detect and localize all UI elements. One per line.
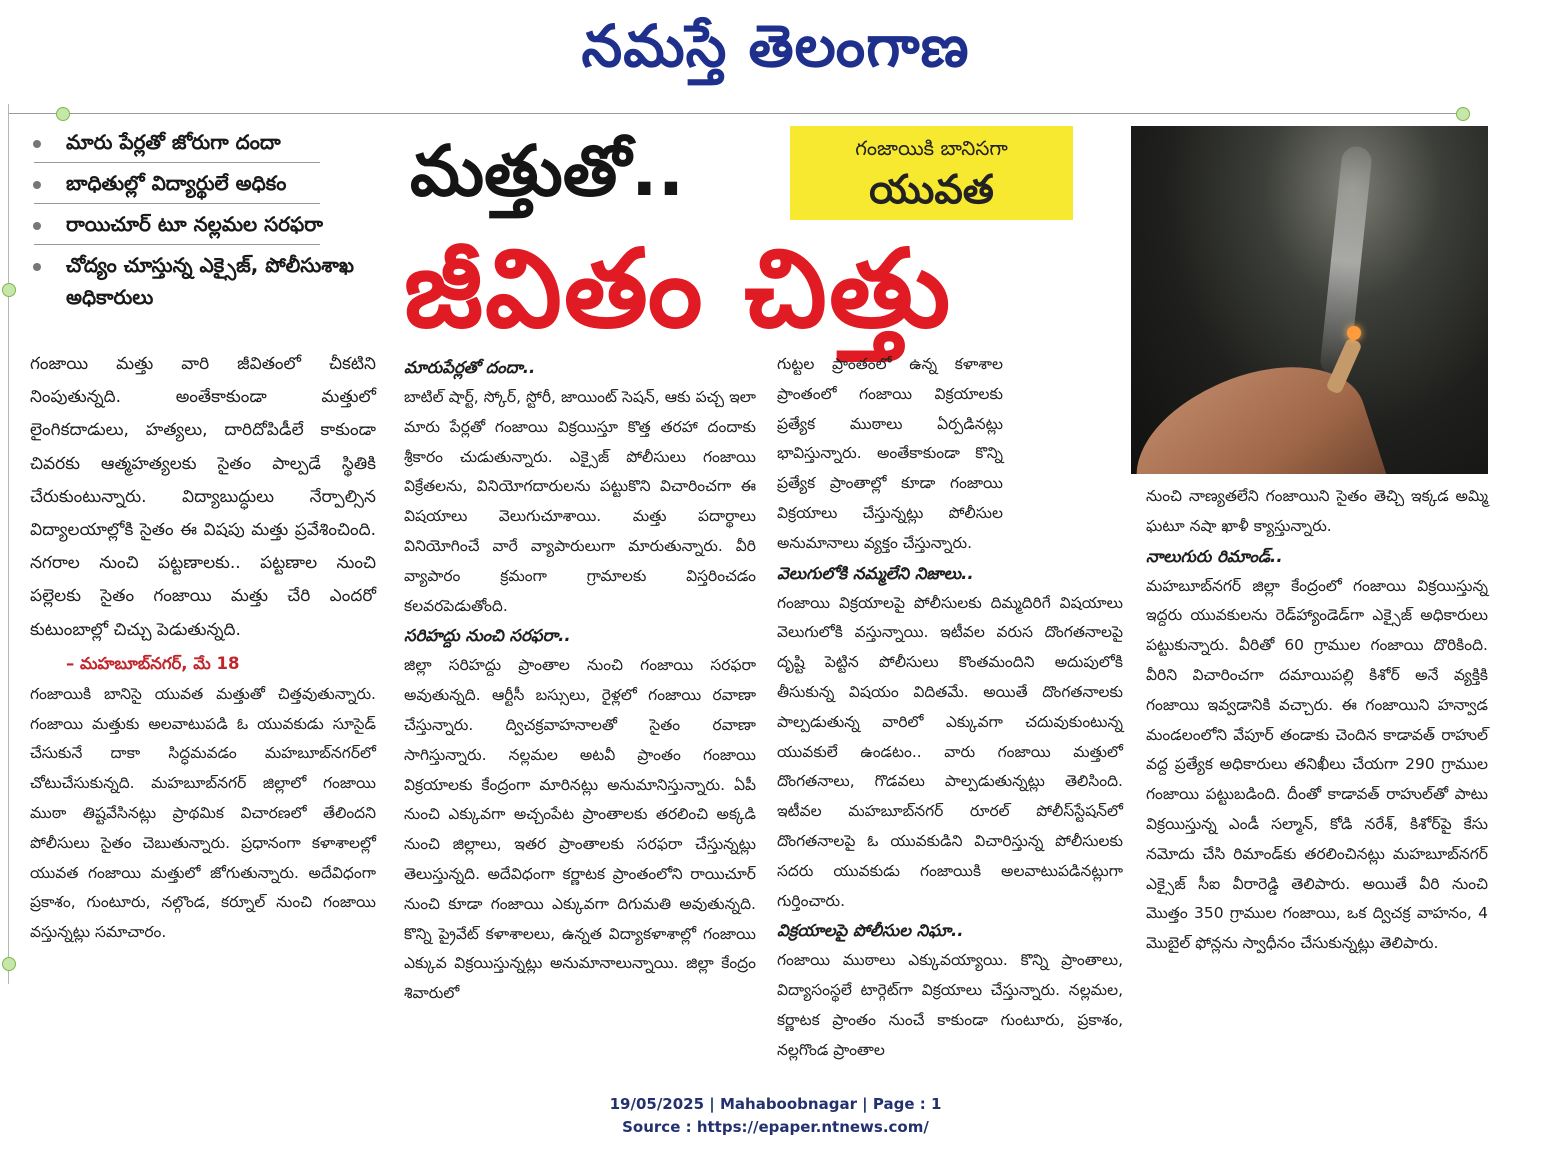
bullet-icon (33, 140, 41, 148)
divider (34, 244, 320, 245)
bullet-icon (33, 263, 41, 271)
ornament-dot (1456, 107, 1470, 121)
body-text: జిల్లా సరిహద్దు ప్రాంతాల నుంచి గంజాయి సరఫరా అవుతున్నది. ఆర్టీసీ బస్సులు, రైళ్లలో గంజాయి రవాణా చేస్తున్నారు. ద్విచక్రవాహనాలతో సైతం రవాణా సాగిస్తున్నారు. నల్లమల అటవీ ప్రాంతం గంజాయి విక్రయాలకు కేంద్రంగా మారినట్లు అనుమానిస్తున్నారు. ఏపీ నుంచి ఎక్కువగా అచ్చంపేట ప్రాంతాలకు తరలించి అక్కడి నుంచి జిల్లాలు, ఇతర ప్రాంతాలకు సరఫరా చేస్తున్నట్లు తెలుస్తున్నది. అదేవిధంగా కర్ణాటక ప్రాంతంలోని రాయిచూర్ నుంచి కూడా గంజాయి ఎక్కువగా దిగుమతి అవుతున్నది. కొన్ని ప్రైవేట్ కళాశాలలు, ఉన్నత విద్యాకళాశాల్లో గంజాయి ఎక్కువ విక్రయిస్తున్నట్లు అనుమానాలున్నాయి. జిల్లా కేంద్రం శివారులో (404, 656, 756, 1003)
left-rule (8, 104, 9, 984)
subheading: మారుపేర్లతో దందా.. (404, 358, 536, 377)
ornament-dot (56, 107, 70, 121)
body-text: గంజాయి విక్రయాలపై పోలీసులకు దిమ్మదిరిగే విషయాలు వెలుగులోకి వస్తున్నాయి. ఇటీవల వరుస దొంగతనాలపై దృష్టి పెట్టిన పోలీసులు కొంతమందిని అదుపులోకి తీసుకున్న విషయం విదితమే. అయితే దొంగతనాలకు పాల్పడుతున్న వారిలో ఎక్కువగా చదువుకుంటున్న యువకులే ఉండటం.. వారు గంజాయి మత్తులో దొంగతనాలు, గొడవలు పాల్పడుతున్నట్లు తెలిసింది. ఇటీవల మహబూబ్‌నగర్ రూరల్ పోలీస్‌స్టేషన్‌లో దొంగతనాలపై ఓ యువకుడిని విచారిస్తున్న పోలీసులకు సదరు యువకుడు గంజాయికి అలవాటుపడినట్లుగా గుర్తించారు. (777, 593, 1123, 910)
column-4 (1146, 482, 1488, 959)
subheading: వెలుగులోకి నమ్మలేని నిజాలు.. (777, 563, 974, 583)
highlight-item: బాధితుల్లో విద్యార్థులే అధికం (30, 167, 380, 199)
ornament-dot (2, 957, 16, 971)
body-text: నుంచి నాణ్యతలేని గంజాయిని సైతం తెచ్చి ఇక్కడ అమ్మి ఘటూ నషా ఖాళీ క్యాస్తున్నారు. (1146, 487, 1488, 535)
headline: జీవితం చిత్తు (404, 227, 953, 352)
footer-source: Source : https://epaper.ntnews.com/ (622, 1118, 929, 1136)
highlights-list (30, 126, 380, 313)
body-text: గంజాయికి బానిసై యువత మత్తుతో చిత్తవుతున్నారు. గంజాయి మత్తుకు అలవాటుపడి ఓ యువకుడు సూసైడ్ చేసుకునే దాకా సిద్ధమవడం మహబూబ్‌నగర్‌లో చోటుచేసుకున్నది. మహబూబ్‌నగర్ జిల్లాలో గంజాయి ముఠా తిష్టవేసినట్లు ప్రాథమిక విచారణలో తేలిందని పోలీసులు సైతం చెబుతున్నారు. ప్రధానంగా కళాశాలల్లో యువత గంజాయి మత్తులో జోగుతున్నారు. అదేవిధంగా ప్రకాశం, గుంటూరు, నల్గొండ, కర్నూల్ నుంచి గంజాయి వస్తున్నట్లు సమాచారం. (30, 684, 376, 942)
headline-kicker: మత్తుతో.. (410, 130, 685, 212)
highlight-item: చోద్యం చూస్తున్న ఎక్సైజ్, పోలీసుశాఖ అధికారులు (30, 249, 380, 313)
divider (34, 162, 320, 163)
tag-top: గంజాయికి బానిసగా (855, 136, 1008, 160)
intro-text: గంజాయి మత్తు వారి జీవితంలో చీకటిని నింపుతున్నది. అంతేకాకుండా మత్తులో లైంగికదాడులు, హత్యలు, దారిదోపిడీలే కాకుండా చివరకు ఆత్మహత్యలకు సైతం పాల్పడే స్థితికి చేరుకుంటున్నారు. విద్యాబుద్ధులు నేర్పాల్సిన విద్యాలయాల్లోకి సైతం ఈ విషపు మత్తు ప్రవేశించింది. నగరాల నుంచి పట్టణాలకు.. పట్టణాల నుంచి పల్లెలకు సైతం గంజాయి మత్తు చేరి ఎందరో కుటుంబాల్లో చిచ్చు పెడుతున్నది. (30, 354, 376, 640)
bullet-icon (33, 222, 41, 230)
subheading: సరిహద్దు నుంచి సరఫరా.. (404, 626, 571, 646)
tag-main: యువత (869, 167, 994, 213)
body-text: బాటిల్ షార్ట్, స్కోర్, స్టోరీ, జాయింట్ సెషన్, ఆకు పచ్చ ఇలా మారు పేర్లతో గంజాయి విక్రయిస్తూ కొత్త తరహా దందాకు శ్రీకారం చుడుతున్నారు. ఎక్సైజ్ పోలీసులు గంజాయి విక్రేతలను, వినియోగదారులను పట్టుకొని విచారించగా ఈ విషయాలు వెలుగుచూశాయి. మత్తు పదార్థాలు వినియోగించే వారే వ్యాపారులుగా మారుతున్నారు. వీరి వ్యాపారం క్రమంగా గ్రామాలకు విస్తరించడం కలవరపెడుతోంది. (404, 388, 756, 615)
footer-date-page: 19/05/2025 | Mahaboobnagar | Page : 1 (609, 1095, 942, 1113)
body-text: గంజాయి ముఠాలు ఎక్కువయ్యాయి. కొన్ని ప్రాంతాలు, విద్యాసంస్థలే టార్గెట్‌గా విక్రయాలు చేస్తున్నారు. నల్లమల, కర్ణాటక ప్రాంతం నుంచే కాకుండా గుంటూరు, ప్రకాశం, నల్లగొండ ప్రాంతాల (777, 951, 1123, 1059)
dateline: – మహబూబ్‌నగర్, మే 18 (66, 653, 240, 673)
highlight-item: రాయిచూర్ టూ నల్లమల సరఫరా (30, 208, 380, 240)
ember-image (1347, 326, 1361, 340)
body-text: మహబూబ్‌నగర్ జిల్లా కేంద్రంలో గంజాయి విక్రయిస్తున్న ఇద్దరు యువకులను రెడ్‌హ్యాండెడ్‌గా ఎక్సైజ్ అధికారులు పట్టుకున్నారు. వీరితో 60 గ్రాముల గంజాయి దొరికింది. వీరిని విచారించగా దమాయిపల్లి కిశోర్ అనే వ్యక్తికి గంజాయి ఇవ్వడానికి వచ్చారు. ఈ గంజాయిని హన్వాడ మండలంలోని వేపూర్ తండాకు చెందిన కాడావత్ రాహుల్ వద్ద ప్రత్యేక అధికారులు తనిఖీలు చేయగా 290 గ్రాముల గంజాయి పట్టుబడింది. దీంతో కాడావత్ రాహుల్‌తో పాటు విక్రయిస్తున్న ఎండీ సల్మాన్, కోడి నరేశ్, కిశోర్‌పై కేసు నమోదు చేసి రిమాండ్‌కు తరలించినట్లు మహబూబ్‌నగర్ ఎక్సైజ్ సీఐ వీరారెడ్డి తెలిపారు. అయితే వీరి నుంచి మొత్తం 350 గ్రాముల గంజాయి, ఒక ద్విచక్ర వాహనం, 4 మొబైల్ ఫోన్లను స్వాధీనం చేసుకున్నట్లు తెలిపారు. (1146, 576, 1488, 953)
masthead-logo: నమస్తే తెలంగాణ (581, 12, 970, 80)
highlight-item: మారు పేర్లతో జోరుగా దందా (30, 126, 380, 158)
tag-box (790, 126, 1073, 220)
column-2 (404, 353, 756, 1009)
top-rule (8, 113, 1470, 114)
subheading: విక్రయాలపై పోలీసుల నిఘా.. (777, 921, 964, 941)
subheading: నాలుగురు రిమాండ్.. (1146, 546, 1283, 566)
body-text: గుట్టల ప్రాంతంలో ఉన్న కళాశాల ప్రాంతంలో గంజాయి విక్రయాలకు ప్రత్యేక ముఠాలు ఏర్పడినట్లు భావిస్తున్నారు. అంతేకాకుండా కొన్ని ప్రత్యేక ప్రాంతాల్లో కూడా గంజాయి విక్రయాలు చేస్తున్నట్లు పోలీసుల అనుమానాలు వ్యక్తం చేస్తున్నారు. (777, 355, 1003, 552)
divider (34, 203, 320, 204)
ornament-dot (2, 283, 16, 297)
column-1 (30, 348, 376, 948)
bullet-icon (33, 181, 41, 189)
column-3 (777, 350, 1123, 1066)
article-photo (1131, 126, 1488, 474)
